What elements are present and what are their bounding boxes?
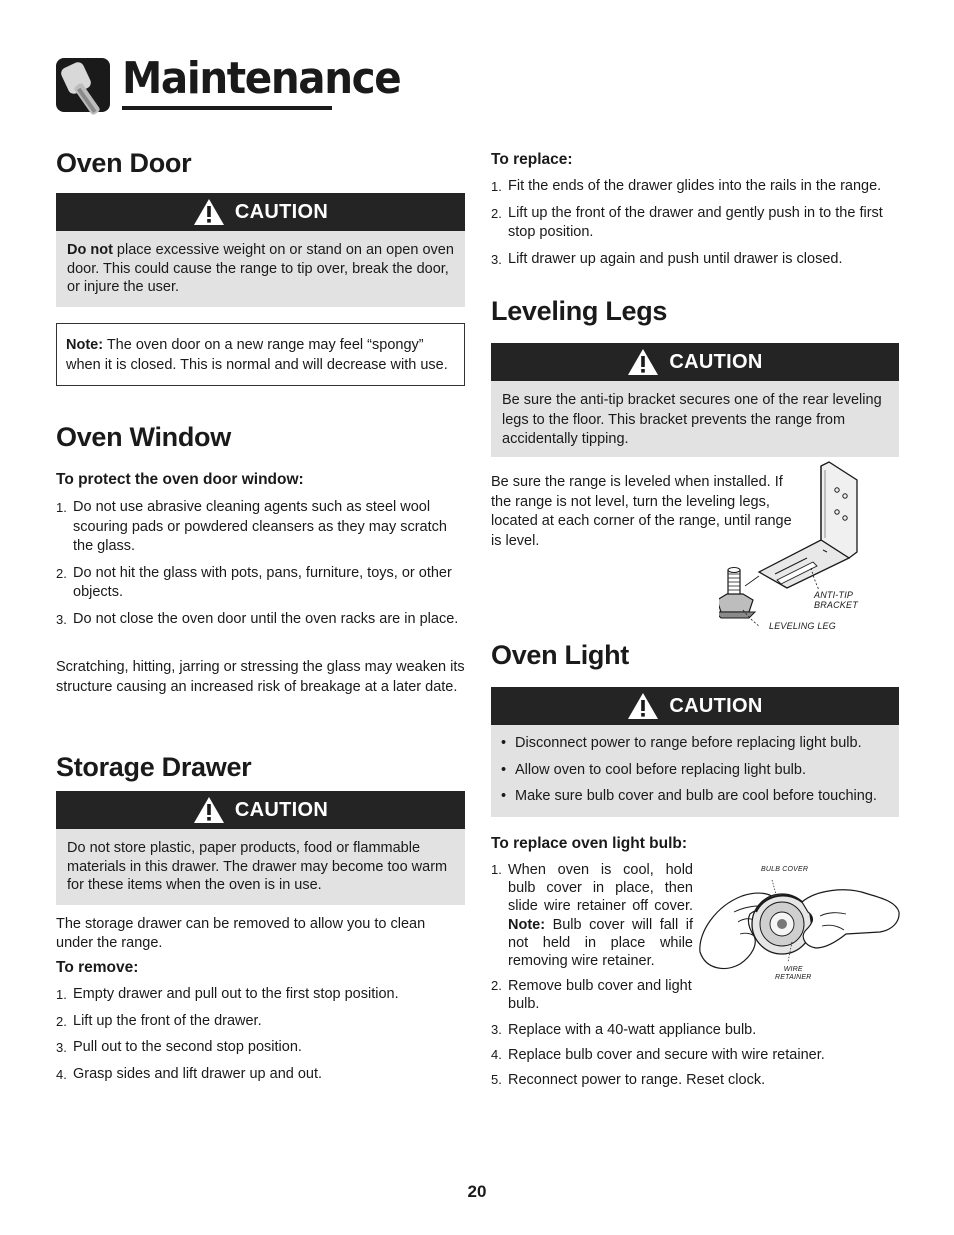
list-item: 4. Replace bulb cover and secure with wire retainer. <box>491 1046 825 1063</box>
caution-label: CAUTION <box>234 798 329 821</box>
list-item: 3. Pull out to the second stop position. <box>56 1039 302 1055</box>
replace-steps <box>491 177 899 276</box>
oven-window-subheading: To protect the oven door window: <box>56 471 304 488</box>
title-underline <box>122 106 332 110</box>
caution-bar <box>56 193 465 231</box>
list-item: 1. Do not use abrasive cleaning agents such as steel wool scouring pads or powdered cleansers as they may scratch the glass. <box>56 499 447 554</box>
bulb-cover-label: BULB COVER <box>761 866 809 873</box>
page-number: 20 <box>467 1182 487 1201</box>
caution-bar <box>491 343 899 381</box>
leveling-legs-heading: Leveling Legs <box>491 296 668 326</box>
wire-retainer-label: WIRE RETAINER <box>775 966 812 981</box>
caution-bullets <box>491 725 899 806</box>
caution-label: CAUTION <box>669 694 763 717</box>
list-item: • Allow oven to cool before replacing light bulb. <box>501 761 891 780</box>
warning-icon <box>193 198 225 226</box>
warning-icon <box>193 796 225 824</box>
list-item: 1. Fit the ends of the drawer glides into the rails in the range. <box>491 178 882 194</box>
warning-icon <box>627 348 659 376</box>
leveling-legs-body: Be sure the range is leveled when installed. If the range is not level, turn the leveling legs, located at each corner of the range, until range is level. <box>491 474 792 549</box>
list-item: 5. Reconnect power to range. Reset clock. <box>491 1072 766 1089</box>
leveling-legs-caution <box>491 343 899 457</box>
oven-light-heading: Oven Light <box>491 640 629 670</box>
page-title: Maintenance <box>122 53 401 104</box>
oven-window-steps <box>56 498 465 636</box>
storage-drawer-heading: Storage Drawer <box>56 752 252 782</box>
caution-text: Do not place excessive weight on or stand on an open oven door. This could cause the range to tip over, break the door, or injure the user. <box>67 242 454 295</box>
warning-icon <box>627 692 659 720</box>
oven-door-note: Note: The oven door on a new range may feel “spongy” when it is closed. This is normal and will decrease with use. <box>56 323 465 386</box>
list-item: 1. When oven is cool, hold bulb cover in place, then slide wire retainer off cover. Note: Bulb cover will fall if not held in place while removing wire retainer. <box>491 862 693 970</box>
oven-light-caution <box>491 687 899 817</box>
caution-label: CAUTION <box>234 200 329 223</box>
oven-door-heading: Oven Door <box>56 148 192 178</box>
oven-door-caution <box>56 193 465 307</box>
caution-bar <box>56 791 465 829</box>
replace-heading: To replace: <box>491 151 573 168</box>
oven-window-footer: Scratching, hitting, jarring or stressing the glass may weaken its structure causing an increased risk of breakage at a later date. <box>56 659 465 695</box>
oven-window-heading: Oven Window <box>56 422 231 452</box>
list-item: 2. Remove bulb cover and light bulb. <box>491 978 692 1013</box>
list-item: 3. Do not close the oven door until the oven racks are in place. <box>56 610 459 627</box>
list-item: • Make sure bulb cover and bulb are cool before touching. <box>501 787 891 806</box>
bulb-cover-illustration <box>696 872 901 980</box>
list-item: 2. Do not hit the glass with pots, pans, furniture, toys, or other objects. <box>56 564 452 600</box>
screwdriver-icon <box>54 56 116 118</box>
remove-heading: To remove: <box>56 959 139 976</box>
list-item: 2. Lift up the front of the drawer. <box>56 1012 262 1029</box>
caution-text: Be sure the anti-tip bracket secures one of the rear leveling legs to the floor. This bracket prevents the range from accidentally tipping. <box>502 392 882 447</box>
anti-tip-bracket-label: ANTI-TIP BRACKET <box>814 590 858 610</box>
page-header <box>54 52 401 114</box>
list-item: 4. Grasp sides and lift drawer up and out. <box>56 1065 323 1082</box>
caution-text: Do not store plastic, paper products, food or flammable materials in this drawer. The drawer may become too warm for these items when the oven is in use. <box>67 840 448 893</box>
list-item: 3. Lift drawer up again and push until drawer is closed. <box>491 250 843 267</box>
light-bulb-subheading: To replace oven light bulb: <box>491 835 688 852</box>
list-item: 2. Lift up the front of the drawer and gently push in to the first stop position. <box>491 204 883 240</box>
list-item: 3. Replace with a 40-watt appliance bulb. <box>491 1021 757 1038</box>
caution-bar <box>491 687 899 725</box>
remove-steps <box>56 985 465 1091</box>
list-item: • Disconnect power to range before replacing light bulb. <box>501 734 891 753</box>
storage-drawer-intro: The storage drawer can be removed to allow you to clean under the range. <box>56 916 426 951</box>
leveling-leg-label: LEVELING LEG <box>769 621 836 631</box>
storage-drawer-caution <box>56 791 465 905</box>
list-item: 1. Empty drawer and pull out to the first stop position. <box>56 986 399 1002</box>
caution-label: CAUTION <box>669 350 763 373</box>
